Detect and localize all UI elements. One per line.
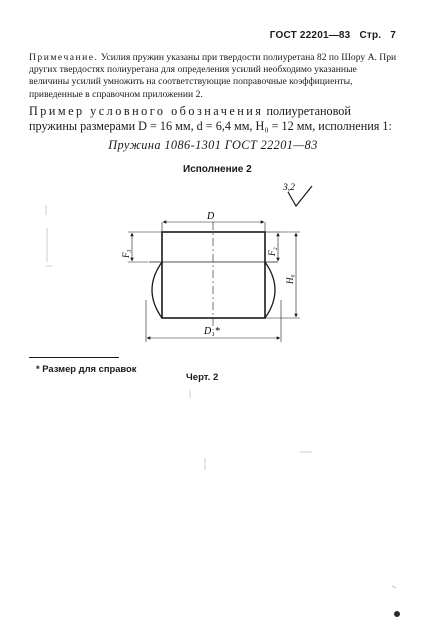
dim-d1-label: D₁* [204,326,220,337]
example-label: Пример условного обозначения [29,104,264,118]
page-corner-mark [394,611,400,617]
page-label: Стр. [359,30,382,41]
designation-formula: Пружина 1086-1301 ГОСТ 22201—83 [108,138,318,152]
dim-d-label: D [207,211,215,222]
page-number: 7 [390,30,396,41]
dimension-d1 [146,300,281,342]
footnote-rule [29,357,119,358]
spring-body [149,232,278,318]
dimension-f3 [121,232,161,262]
figure-caption: Черт. 2 [186,372,219,383]
standard-number: ГОСТ 22201—83 [269,30,351,41]
roughness-symbol [282,183,312,206]
variant-subtitle: Исполнение 2 [183,164,252,175]
footnote: * Размер для справок [36,363,137,374]
dim-f2-label: F₂ [267,247,277,256]
dimension-f2 [266,232,282,261]
roughness-value: 3,2 [283,183,295,193]
note-label: Примечание. [29,52,99,63]
dim-h0-label: H₀ [285,274,295,284]
dimension-d [162,211,265,232]
note-text: Усилия пружин указаны при твердости полиуретана 82 по Шору А. При других твердостях полиуретана для определения усилий необходимо указанные величины усилий умножить на соответствующие поправочные коэффициенты, приведенные в справочном приложении 2. [29,52,397,100]
scan-artifacts [46,205,396,588]
dim-f3-label: F₃ [121,249,131,258]
dimension-h0 [266,232,300,318]
example-text: полиуретановой пружины размерами D = 16 мм, d = 6,4 мм, H₀ = 12 мм, исполнения 1: [29,104,392,133]
